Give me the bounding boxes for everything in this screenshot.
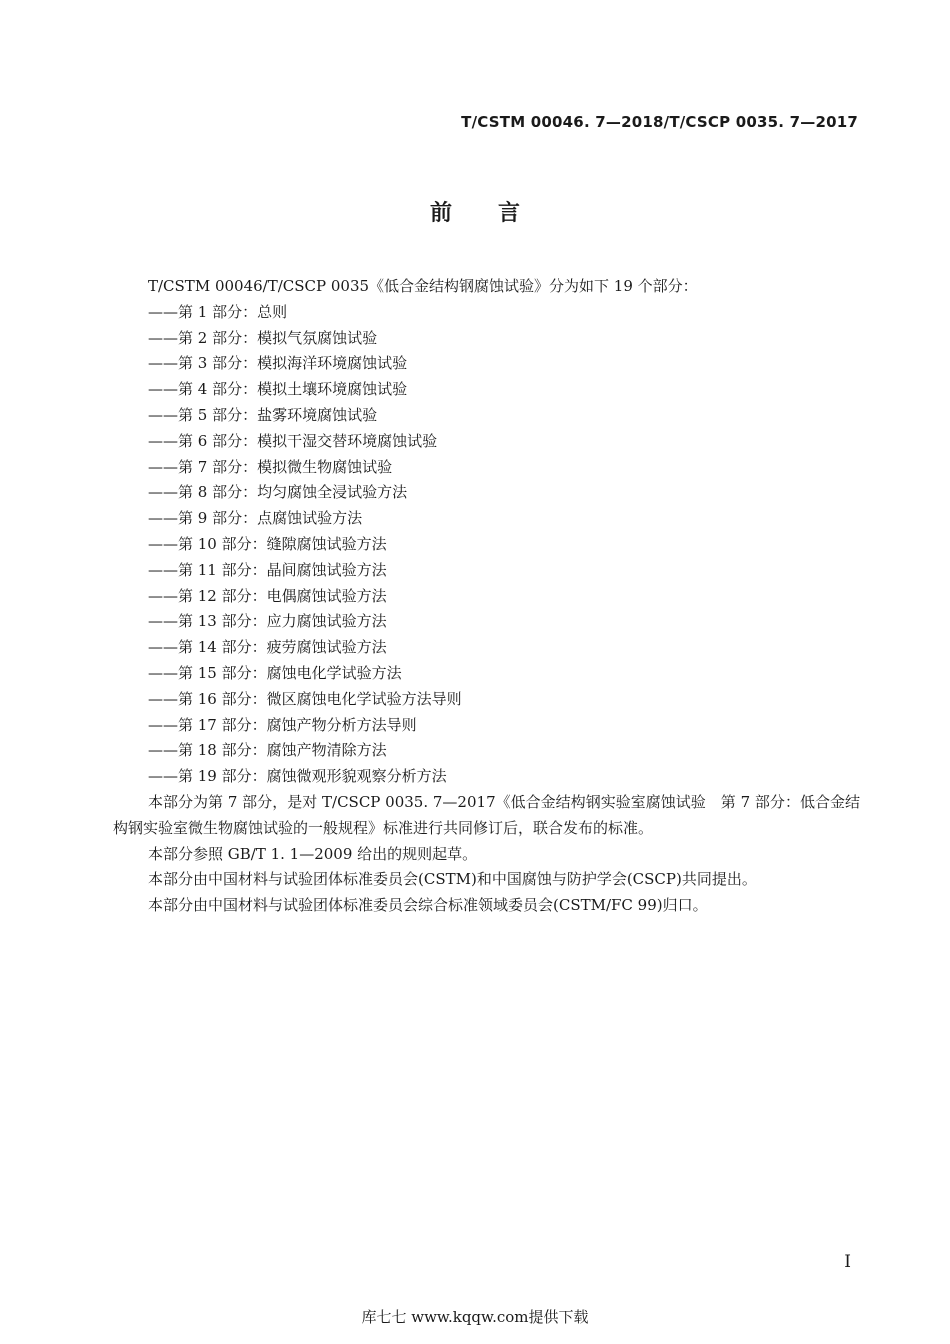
list-item: ——第 11 部分：晶间腐蚀试验方法: [148, 560, 387, 579]
list-item: ——第 10 部分：缝隙腐蚀试验方法: [148, 534, 387, 553]
parts-list: [113, 300, 860, 790]
paragraph-revision-note: 本部分为第 7 部分，是对 T/CSCP 0035. 7—2017《低合金结构钢实验室腐蚀试验 第 7 部分：低合金结构钢实验室微生物腐蚀试验的一般规程》标准进行共同修订后，联合发布的标准。: [113, 792, 860, 837]
paragraph-drafting-rules: 本部分参照 GB/T 1. 1—2009 给出的规则起草。: [148, 844, 478, 863]
list-item: ——第 18 部分：腐蚀产物清除方法: [148, 741, 387, 760]
paragraph-proposed-by: 本部分由中国材料与试验团体标准委员会(CSTM)和中国腐蚀与防护学会(CSCP)共同提出。: [148, 870, 757, 889]
download-footer: 库七七 www.kqqw.com提供下载: [361, 1308, 589, 1326]
list-item: ——第 12 部分：电偶腐蚀试验方法: [148, 586, 387, 605]
list-item: ——第 16 部分：微区腐蚀电化学试验方法导则: [148, 689, 462, 708]
list-item: ——第 19 部分：腐蚀微观形貌观察分析方法: [148, 767, 447, 786]
standard-number-header: T/CSTM 00046. 7—2018/T/CSCP 0035. 7—2017: [461, 113, 858, 131]
list-item: ——第 3 部分：模拟海洋环境腐蚀试验: [148, 354, 408, 373]
list-item: ——第 4 部分：模拟土壤环境腐蚀试验: [148, 380, 408, 399]
intro-line: T/CSTM 00046/T/CSCP 0035《低合金结构钢腐蚀试验》分为如下 19 个部分：: [148, 277, 698, 295]
list-item: ——第 15 部分：腐蚀电化学试验方法: [148, 663, 402, 682]
list-item: ——第 9 部分：点腐蚀试验方法: [148, 509, 363, 528]
page-number: I: [844, 1252, 851, 1272]
list-item: ——第 5 部分：盐雾环境腐蚀试验: [148, 405, 378, 424]
list-item: ——第 17 部分：腐蚀产物分析方法导则: [148, 715, 417, 734]
document-body: [113, 274, 860, 919]
list-item: ——第 8 部分：均匀腐蚀全浸试验方法: [148, 483, 408, 502]
list-item: ——第 1 部分：总则: [148, 302, 288, 321]
list-item: ——第 14 部分：疲劳腐蚀试验方法: [148, 638, 387, 657]
list-item: ——第 6 部分：模拟干湿交替环境腐蚀试验: [148, 431, 438, 450]
page-title: 前言: [429, 201, 566, 226]
paragraph-under-jurisdiction: 本部分由中国材料与试验团体标准委员会综合标准领域委员会(CSTM/FC 99)归口。: [148, 896, 708, 915]
list-item: ——第 2 部分：模拟气氛腐蚀试验: [148, 328, 378, 347]
list-item: ——第 7 部分：模拟微生物腐蚀试验: [148, 457, 393, 476]
list-item: ——第 13 部分：应力腐蚀试验方法: [148, 612, 387, 631]
